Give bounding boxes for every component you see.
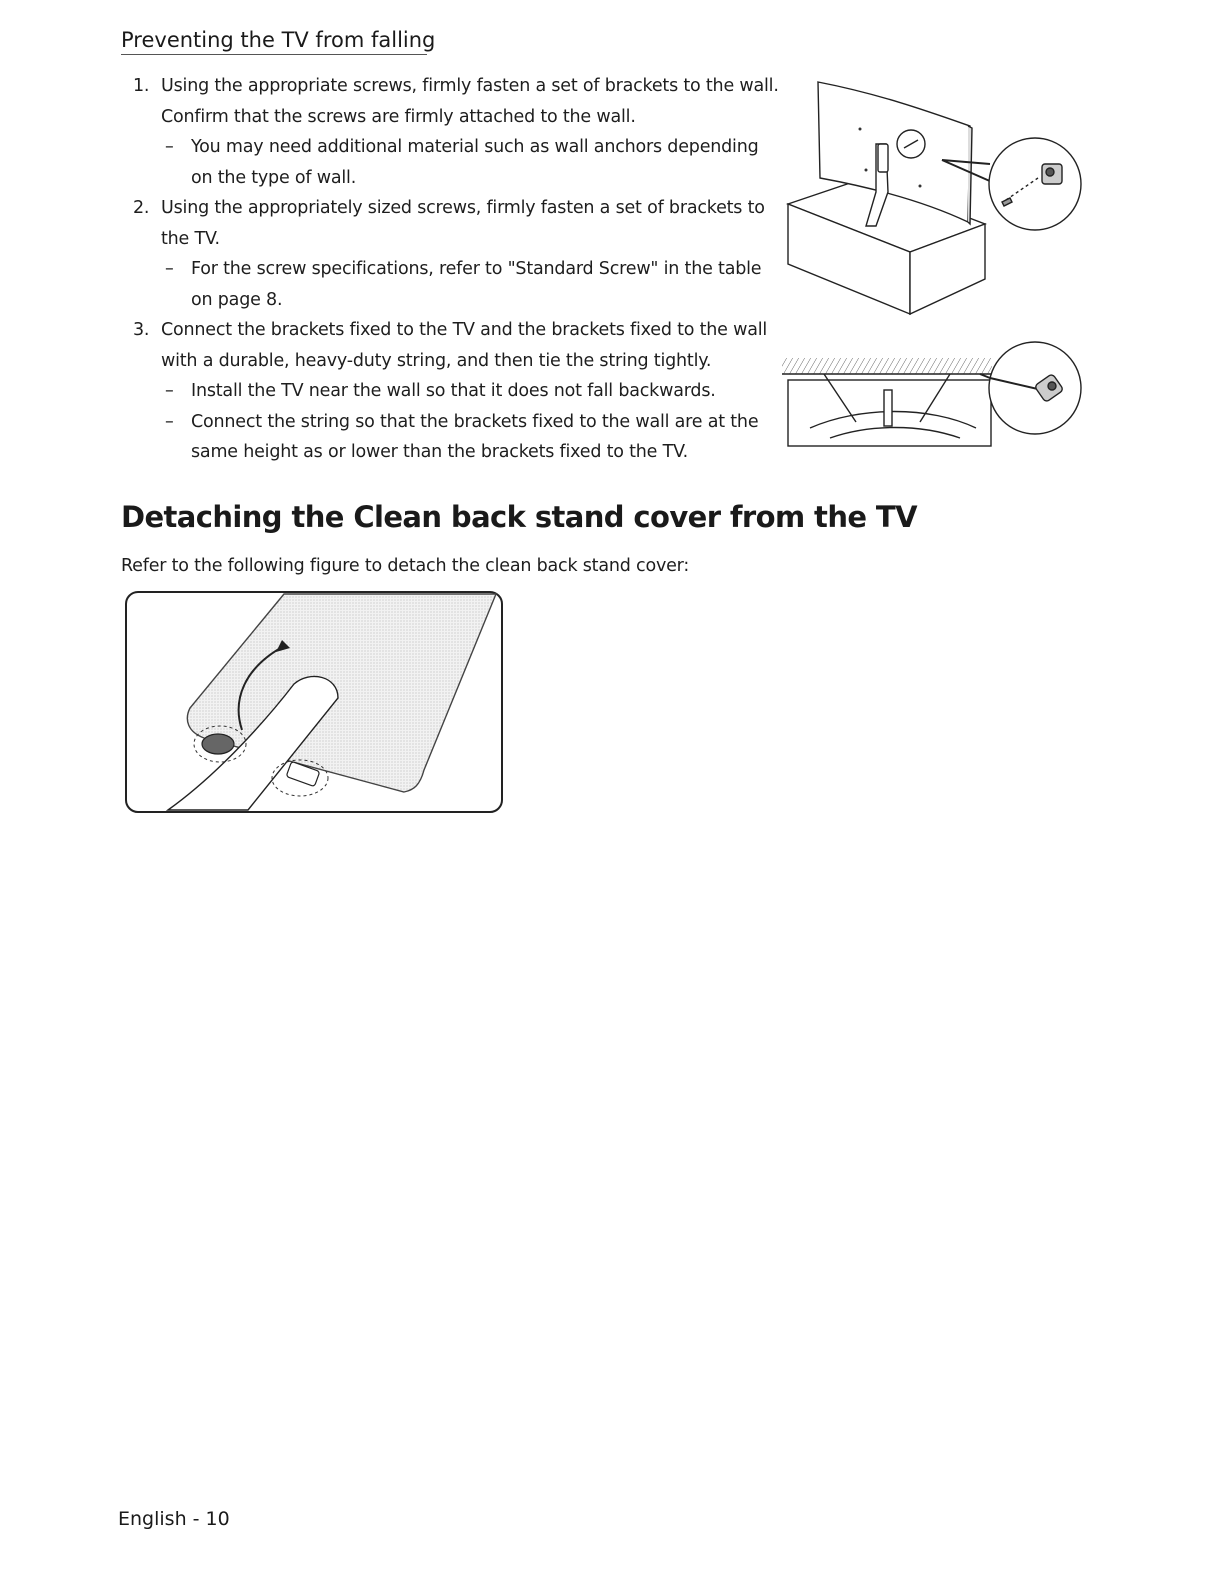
tv-bracket-illustration xyxy=(780,74,1090,324)
dash-bullet: – xyxy=(165,381,174,401)
dash-bullet: – xyxy=(165,259,174,279)
page-footer: English - 10 xyxy=(118,1508,230,1530)
step-text: Using the appropriately sized screws, firmly fasten a set of brackets to the TV. xyxy=(161,198,765,249)
step-1 xyxy=(120,71,780,132)
wall-string-illustration xyxy=(780,338,1090,453)
note-text: You may need additional material such as wall anchors depending on the type of wall. xyxy=(191,137,759,188)
note-text: Connect the string so that the brackets fixed to the wall are at the same height as or lower than the brackets fixed to the TV. xyxy=(191,411,759,462)
step-text: Using the appropriate screws, firmly fasten a set of brackets to the wall. Confirm that the screws are firmly attached to the wall. xyxy=(161,76,779,127)
step-2-note xyxy=(120,254,780,315)
section-title: Preventing the TV from falling xyxy=(121,28,427,55)
dash-bullet: – xyxy=(165,137,174,157)
step-text: Connect the brackets fixed to the TV and the brackets fixed to the wall with a durable, heavy-duty string, and then tie the string tightly. xyxy=(161,320,768,371)
step-number: 1. xyxy=(133,76,150,96)
step-number: 3. xyxy=(133,320,150,340)
step-1-note xyxy=(120,132,780,193)
note-text: Install the TV near the wall so that it does not fall backwards. xyxy=(191,381,716,401)
steps-list xyxy=(120,71,780,468)
step-3-note-1 xyxy=(120,376,780,407)
stand-cover-illustration xyxy=(124,590,506,816)
dash-bullet: – xyxy=(165,411,174,432)
section-heading: Detaching the Clean back stand cover from the TV xyxy=(121,500,917,534)
step-2 xyxy=(120,193,780,254)
intro-text: Refer to the following figure to detach the clean back stand cover: xyxy=(121,556,690,576)
step-3-note-2 xyxy=(120,407,780,468)
note-text: For the screw specifications, refer to "Standard Screw" in the table on page 8. xyxy=(191,259,762,310)
step-number: 2. xyxy=(133,198,150,218)
step-3 xyxy=(120,315,780,376)
